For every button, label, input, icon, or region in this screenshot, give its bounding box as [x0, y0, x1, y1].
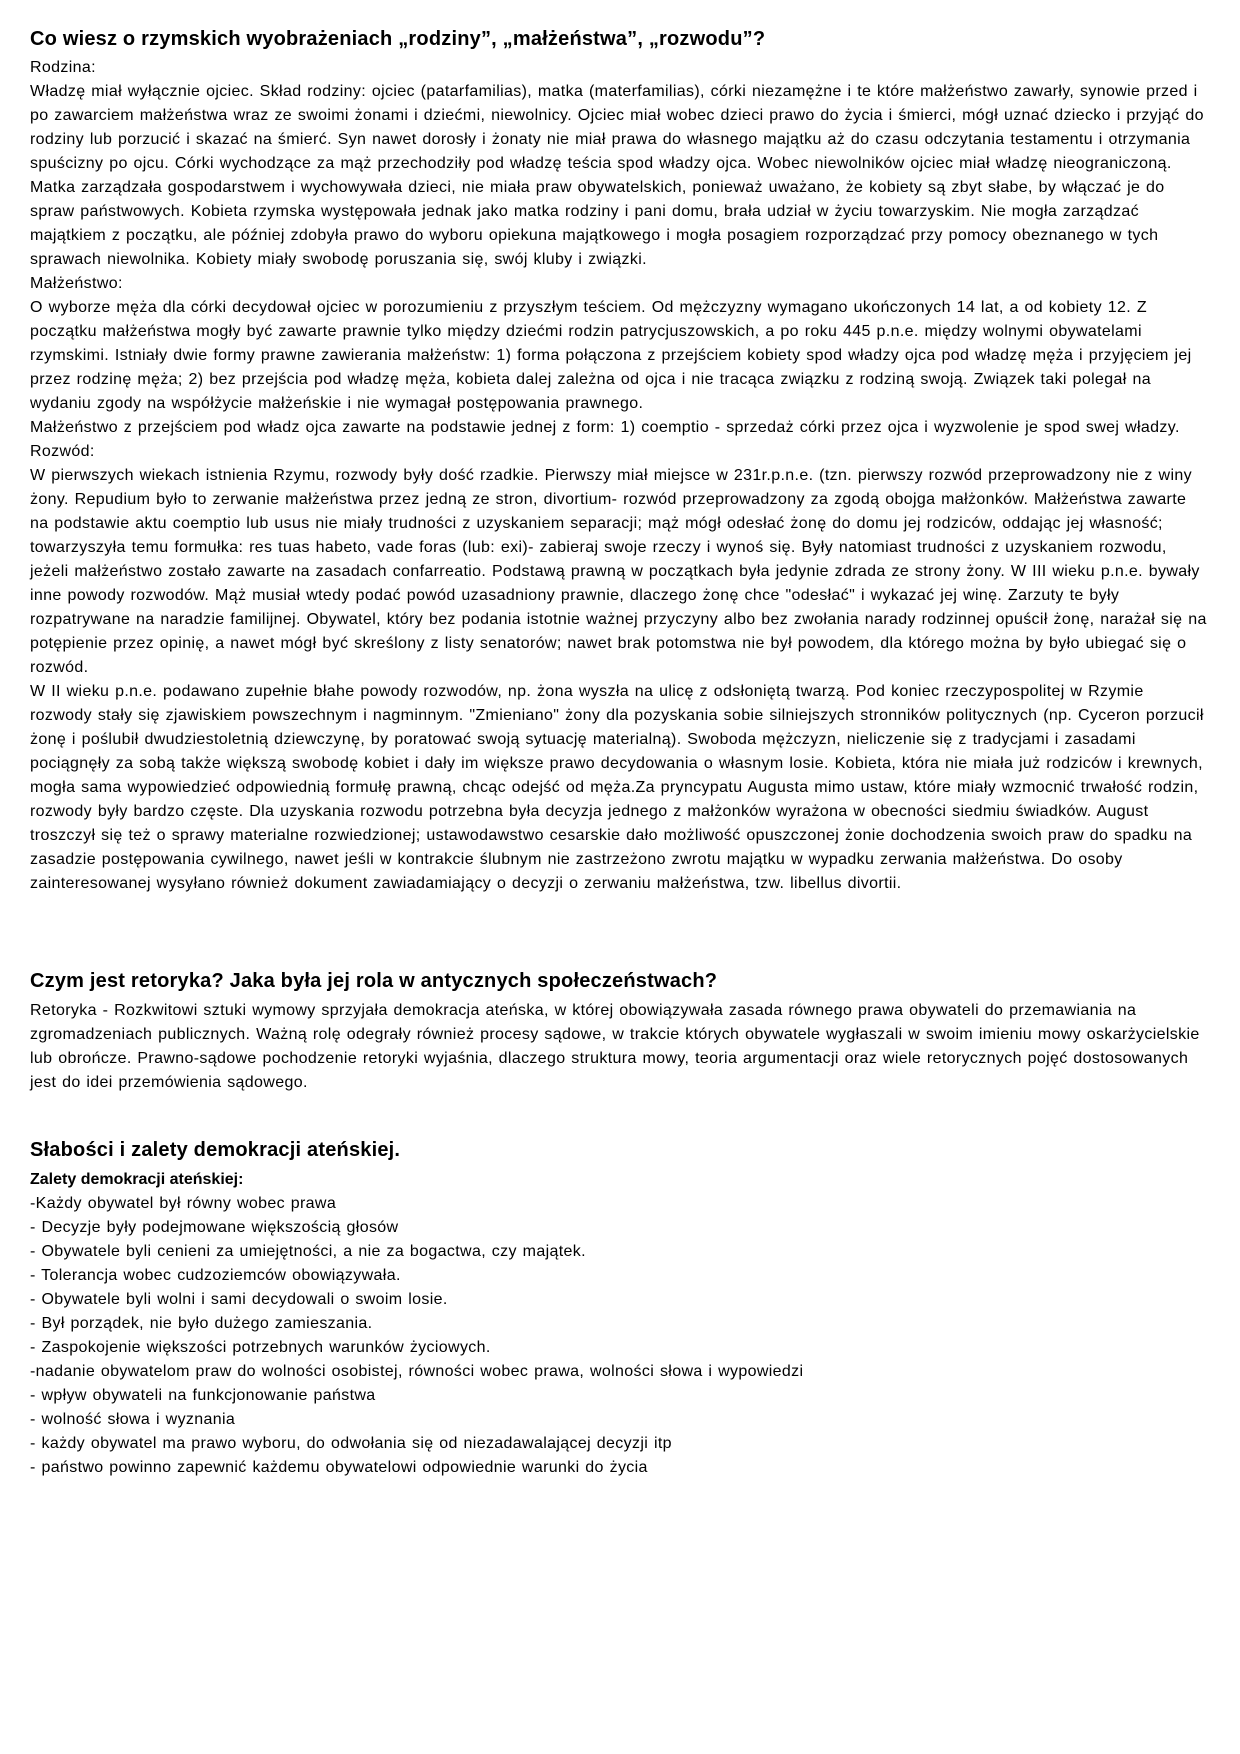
bullet-item: - państwo powinno zapewnić każdemu obywatelowi odpowiednie warunki do życia	[30, 1459, 648, 1476]
bullet-item: - Był porządek, nie było dużego zamieszania.	[30, 1315, 373, 1332]
section-heading-democracy: Słabości i zalety demokracji ateńskiej.	[30, 1139, 401, 1161]
bullet-item: - wpływ obywateli na funkcjonowanie państwa	[30, 1387, 376, 1404]
bullet-item: -Każdy obywatel był równy wobec prawa	[30, 1195, 337, 1212]
bullet-item: - Tolerancja wobec cudzoziemców obowiązywała.	[30, 1267, 401, 1284]
section-roman-family	[30, 26, 1210, 896]
bullet-item: - Obywatele byli cenieni za umiejętności, a nie za bogactwa, czy majątek.	[30, 1243, 586, 1260]
paragraph-malzenstwo-forms: Małżeństwo z przejściem pod władz ojca zawarte na podstawie jednej z form: 1) coemptio - sprzedaż córki przez ojca i wyzwolenie je spod swej władzy.	[30, 419, 1180, 436]
bullet-item: -nadanie obywatelom praw do wolności osobistej, równości wobec prawa, wolności słowa i wypowiedzi	[30, 1363, 804, 1380]
paragraph-rozwod-body-1: W pierwszych wiekach istnienia Rzymu, rozwody były dość rzadkie. Pierwszy miał miejsce w 231r.p.n.e. (tzn. pierwszy rozwód przeprowadzony nie z winy żony. Repudium było to zerwanie małżeństwa przez jedną ze stron, divortium- rozwód przeprowadzony za zgodą obojga małżonków. Małżeństwa zawarte na podstawie aktu coemptio lub usus nie miały trudności z uzyskaniem separacji; mąż mógł odesłać żonę do domu jej rodziców, oddając jej własność; towarzyszyła temu formułka: res tuas habeto, vade foras (lub: exi)- zabieraj swoje rzeczy i wynoś się. Były natomiast trudności z uzyskaniem rozwodu, jeżeli małżeństwo zostało zawarte na zasadach confarreatio. Podstawą prawną w początkach była jedynie zdrada ze strony żony. W III wieku p.n.e. bywały inne powody rozwodów. Mąż musiał wtedy podać powód uzasadniony prawnie, dlaczego żonę chce "odesłać" i wykazać jej winę. Zarzuty te były rozpatrywane na naradzie familijnej. Obywatel, który bez podania istotnie ważnej przyczyny albo bez zwołania narady rodzinnej opuścił żonę, narażał się na potępienie przez opinię, a nawet mógł być skreślony z listy senatorów; nawet brak potomstwa nie był powodem, dla którego można by było ubiegać się o rozwód.	[30, 467, 1207, 676]
paragraph-malzenstwo-label: Małżeństwo:	[30, 275, 123, 292]
paragraph-rodzina-label: Rodzina:	[30, 59, 96, 76]
bullet-item: - Zaspokojenie większości potrzebnych warunków życiowych.	[30, 1339, 491, 1356]
subheading-democracy-advantages: Zalety demokracji ateńskiej:	[30, 1171, 244, 1188]
paragraph-rhetoric-body: Retoryka - Rozkwitowi sztuki wymowy sprzyjała demokracja ateńska, w której obowiązywała zasada równego prawa obywateli do przemawiania na zgromadzeniach publicznych. Ważną rolę odegrały również procesy sądowe, w trakcie których obywatele wygłaszali w swoim imieniu mowy oskarżycielskie lub obrończe. Prawno-sądowe pochodzenie retoryki wyjaśnia, dlaczego struktura mowy, teoria argumentacji oraz wiele retorycznych pojęć dostosowanych jest do idei przemówienia sądowego.	[30, 1002, 1200, 1091]
section-athenian-democracy	[30, 1137, 1210, 1480]
section-rhetoric	[30, 968, 1210, 1095]
section-heading-roman-family: Co wiesz o rzymskich wyobrażeniach „rodziny”, „małżeństwa”, „rozwodu”?	[30, 28, 766, 50]
bullet-item: - wolność słowa i wyznania	[30, 1411, 236, 1428]
section-heading-rhetoric: Czym jest retoryka? Jaka była jej rola w antycznych społeczeństwach?	[30, 970, 718, 992]
bullet-item: - każdy obywatel ma prawo wyboru, do odwołania się od niezadawalającej decyzji itp	[30, 1435, 672, 1452]
bullet-item: - Decyzje były podejmowane większością głosów	[30, 1219, 399, 1236]
paragraph-rozwod-label: Rozwód:	[30, 443, 95, 460]
paragraph-rodzina-body: Władzę miał wyłącznie ojciec. Skład rodziny: ojciec (patarfamilias), matka (materfamilias), córki niezamężne i te które małżeństwo zawarły, synowie przed i po zawarciem małżeństwa wraz ze swoimi żonami i dziećmi, niewolnicy. Ojciec miał wobec dzieci prawo do życia i śmierci, mógł uznać dziecko i przyjąć do rodziny lub porzucić i skazać na śmierć. Syn nawet dorosły i żonaty nie miał prawa do własnego majątku aż do czasu odczytania testamentu i otrzymania spuścizny po ojcu. Córki wychodzące za mąż przechodziły pod władzę teścia spod władzy ojca. Wobec niewolników ojciec miał władzę nieograniczoną. Matka zarządzała gospodarstwem i wychowywała dzieci, nie miała praw obywatelskich, ponieważ uważano, że kobiety są zbyt słabe, by włączać je do spraw państwowych. Kobieta rzymska występowała jednak jako matka rodziny i pani domu, brała udział w życiu towarzyskim. Nie mogła zarządzać majątkiem z początku, ale później zdobyła prawo do wyboru opiekuna majątkowego i mogła posagiem rozporządzać przy pomocy obeznanego w tych sprawach niewolnika. Kobiety miały swobodę poruszania się, swój kluby i związki.	[30, 83, 1204, 268]
paragraph-malzenstwo-body: O wyborze męża dla córki decydował ojciec w porozumieniu z przyszłym teściem. Od mężczyzny wymagano ukończonych 14 lat, a od kobiety 12. Z początku małżeństwa mogły być zawarte prawnie tylko między dziećmi rodzin patrycjuszowskich, a po roku 445 p.n.e. między wolnymi obywatelami rzymskimi. Istniały dwie formy prawne zawierania małżeństw: 1) forma połączona z przejściem kobiety spod władzy ojca pod władzę męża i przyjęciem jej przez rodzinę męża; 2) bez przejścia pod władzę męża, kobieta dalej zależna od ojca i nie tracąca związku z rodziną swoją. Związek taki polegał na wydaniu zgody na współżycie małżeńskie i nie wymagał postępowania prawnego.	[30, 299, 1192, 412]
bullet-item: - Obywatele byli wolni i sami decydowali o swoim losie.	[30, 1291, 448, 1308]
paragraph-rozwod-body-2: W II wieku p.n.e. podawano zupełnie błahe powody rozwodów, np. żona wyszła na ulicę z odsłoniętą twarzą. Pod koniec rzeczypospolitej w Rzymie rozwody stały się zjawiskiem powszechnym i nagminnym. "Zmieniano" żony dla pozyskania sobie silniejszych stronników politycznych (np. Cyceron porzucił żonę i poślubił dwudziestoletnią dziewczynę, by poratować swoją sytuację materialną). Swoboda mężczyzn, nieliczenie się z tradycjami i zasadami pociągnęły za sobą także większą swobodę kobiet i dały im większe prawo decydowania o własnym losie. Kobieta, która nie miała już rodziców i krewnych, mogła sama wypowiedzieć odpowiednią formułę prawną, chcąc odejść od męża.Za pryncypatu Augusta mimo ustaw, które miały wzmocnić trwałość rodzin, rozwody były bardzo częste. Dla uzyskania rozwodu potrzebna była decyzja jednego z małżonków wyrażona w obecności siedmiu świadków. August troszczył się też o sprawy materialne rozwiedzionej; ustawodawstwo cesarskie dało możliwość opuszczonej żonie dochodzenia swoich praw do spadku na zasadzie postępowania cywilnego, nawet jeśli w kontrakcie ślubnym nie zastrzeżono zwrotu majątku w wypadku zerwania małżeństwa. Do osoby zainteresowanej wysyłano również dokument zawiadamiający o decyzji o zerwaniu małżeństwa, tzw. libellus divortii.	[30, 683, 1204, 892]
